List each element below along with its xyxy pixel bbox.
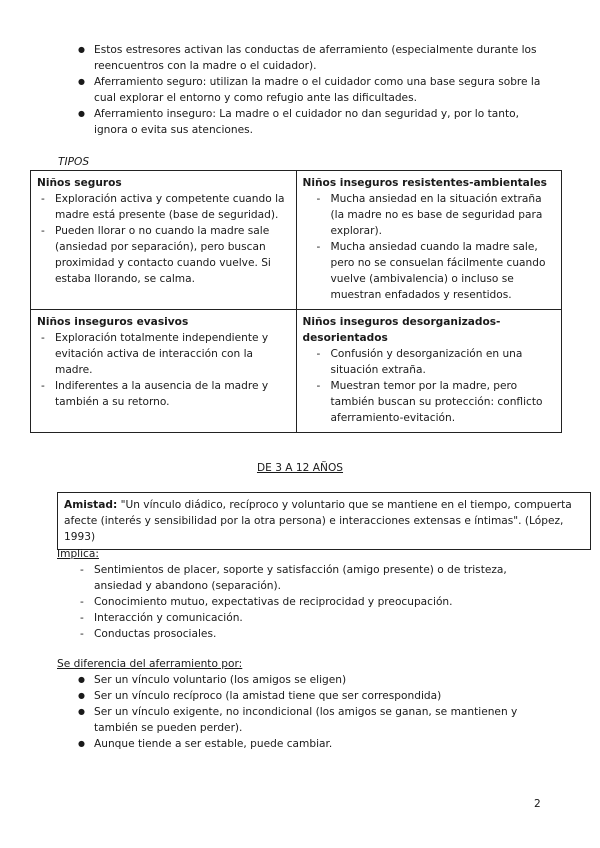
type-item: - Exploración totalmente independiente y evitación activa de interacción con la madre.: [37, 330, 290, 378]
intro-bullet: ● Estos estresores activan las conductas de aferramiento (especialmente durante los reencuentros con la madre o el cuidador).: [76, 42, 546, 74]
amistad-definition-box: [57, 492, 591, 550]
page-number: 2: [534, 798, 541, 810]
diferencia-heading: Se diferencia del aferramiento por:: [57, 658, 243, 670]
diferencia-item: ● Ser un vínculo recíproco (la amistad tiene que ser correspondida): [76, 688, 546, 704]
implica-item: - Conocimiento mutuo, expectativas de reciprocidad y preocupación.: [76, 594, 546, 610]
tipos-label: TIPOS: [58, 156, 90, 168]
implica-item: - Interacción y comunicación.: [76, 610, 546, 626]
amistad-text: "Un vínculo diádico, recíproco y voluntario que se mantiene en el tiempo, compuerta afecte (interés y sensibilidad por la otra persona) e interacciones extensas e íntimas". (López, 1993): [64, 499, 572, 543]
implica-list: [76, 562, 546, 642]
diferencia-item: ● Aunque tiende a ser estable, puede cambiar.: [76, 736, 546, 752]
type-item: - Confusión y desorganización en una situación extraña.: [313, 346, 556, 378]
type-item-list: [303, 191, 556, 303]
attachment-types-table: [30, 170, 562, 433]
section-heading: DE 3 A 12 AÑOS: [256, 462, 344, 474]
type-item-list: [37, 191, 290, 287]
intro-bullet-list: [76, 42, 546, 138]
type-title: Niños inseguros resistentes-ambientales: [302, 177, 547, 189]
type-item: - Muestran temor por la madre, pero también buscan su protección: conflicto aferramiento-evitación.: [313, 378, 556, 426]
implica-item: - Sentimientos de placer, soporte y satisfacción (amigo presente) o de tristeza, ansiedad y abandono (separación).: [76, 562, 546, 594]
implica-heading: Implica:: [57, 548, 99, 560]
type-item: - Indiferentes a la ausencia de la madre y también a su retorno.: [37, 378, 290, 410]
type-cell-evasivos: [31, 310, 297, 433]
type-item: - Exploración activa y competente cuando la madre está presente (base de seguridad).: [37, 191, 290, 223]
diferencia-item: ● Ser un vínculo exigente, no incondicional (los amigos se ganan, se mantienen y también se pueden perder).: [76, 704, 546, 736]
type-title: Niños seguros: [37, 177, 122, 189]
type-cell-seguros: [31, 171, 297, 310]
type-cell-resistentes: [296, 171, 562, 310]
type-item-list: [303, 346, 556, 426]
type-title: Niños inseguros evasivos: [37, 316, 189, 328]
type-cell-desorganizados: [296, 310, 562, 433]
type-title: Niños inseguros desorganizados-desorientados: [302, 316, 501, 344]
diferencia-list: [76, 672, 546, 752]
intro-bullet: ● Aferramiento seguro: utilizan la madre o el cuidador como una base segura sobre la cual explorar el entorno y como refugio ante las dificultades.: [76, 74, 546, 106]
diferencia-item: ● Ser un vínculo voluntario (los amigos se eligen): [76, 672, 546, 688]
type-item: - Mucha ansiedad en la situación extraña (la madre no es base de seguridad para explorar).: [313, 191, 556, 239]
intro-bullet: ● Aferramiento inseguro: La madre o el cuidador no dan seguridad y, por lo tanto, ignora o evita sus atenciones.: [76, 106, 546, 138]
amistad-label: Amistad:: [64, 499, 118, 511]
type-item: - Mucha ansiedad cuando la madre sale, pero no se consuelan fácilmente cuando vuelve (ambivalencia) o incluso se muestran enfadados y resentidos.: [313, 239, 556, 303]
implica-item: - Conductas prosociales.: [76, 626, 546, 642]
type-item: - Pueden llorar o no cuando la madre sale (ansiedad por separación), pero buscan proximidad y contacto cuando vuelve. Si estaba llorando, se calma.: [37, 223, 290, 287]
table-row: [31, 171, 562, 310]
table-row: [31, 310, 562, 433]
type-item-list: [37, 330, 290, 410]
